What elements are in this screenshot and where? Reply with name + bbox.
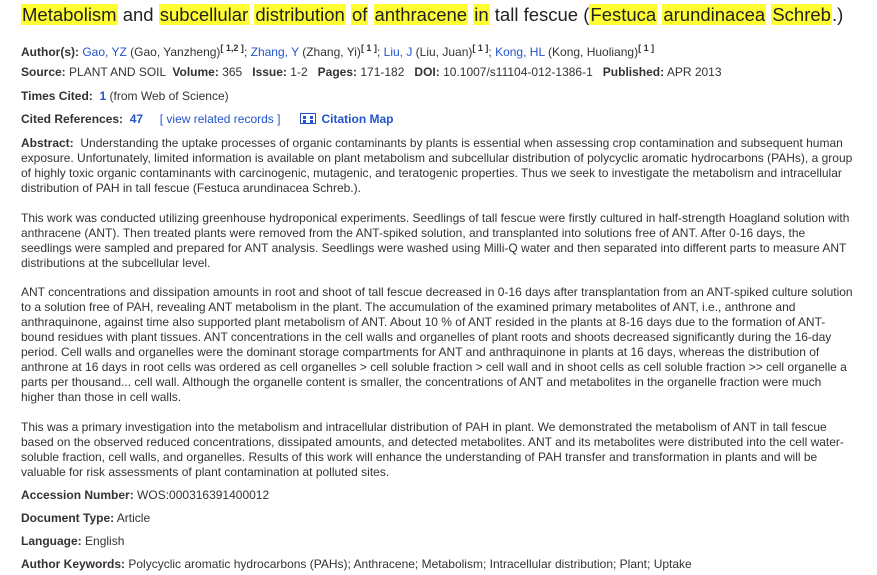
- author-separator: ;: [243, 45, 248, 59]
- author-full-name: (Kong, Huoliang): [548, 45, 639, 59]
- author-separator: ;: [488, 45, 492, 59]
- title-text: [368, 4, 373, 25]
- source-row: [21, 65, 722, 80]
- accession-value: WOS:000316391400012: [137, 488, 270, 502]
- doi-value: 10.1007/s11104-012-1386-1: [443, 65, 593, 79]
- accession-row: [21, 488, 269, 503]
- source-value: PLANT AND SOIL: [69, 65, 166, 79]
- document-type-row: [21, 511, 150, 526]
- author-link[interactable]: Kong, HL: [495, 45, 545, 59]
- author-affiliation-marker: [ 1 ]: [638, 43, 655, 53]
- pages-value: 171-182: [360, 65, 405, 79]
- cited-references-label: Cited References:: [21, 112, 124, 126]
- title-highlighted-term: subcellular: [159, 4, 249, 25]
- published-value: APR 2013: [666, 65, 722, 79]
- times-cited-label: Times Cited:: [21, 89, 93, 103]
- author-full-name: (Gao, Yanzheng): [130, 45, 221, 59]
- author-full-name: (Liu, Juan): [415, 45, 473, 59]
- language-value: English: [85, 534, 125, 548]
- volume-value: 365: [222, 65, 243, 79]
- author-affiliation-marker: [ 1,2 ]: [220, 43, 244, 53]
- volume-label: Volume:: [172, 65, 219, 79]
- view-related-records-link[interactable]: [ view related records ]: [159, 112, 281, 126]
- authors-row: [21, 41, 654, 60]
- author-affiliation-marker: [ 1 ]: [360, 43, 377, 53]
- document-type-value: Article: [116, 511, 151, 525]
- author-separator: ;: [376, 45, 381, 59]
- record-title: [21, 3, 861, 27]
- times-cited-link[interactable]: 1: [99, 89, 107, 103]
- document-type-label: Document Type:: [21, 511, 115, 525]
- doi-label: DOI:: [414, 65, 440, 79]
- abstract-text-1: Understanding the uptake processes of organic contaminants by plants is essential when assessing crop contamination and subsequent human exposure. Unfortunately, limited information is available on plant metabolism and subcellular distribution of polycyclic aromatic hydrocarbons (PAHs), a group of highly toxic organic contaminants with carcinogenic, mutagenic, and teratogenic properties. Thus we seek to investigate the metabolism and intracellular distribution of PAH in tall fescue (Festuca arundinacea Schreb.).: [21, 136, 853, 195]
- title-highlighted-term: Schreb: [772, 4, 831, 25]
- abstract-paragraph-4: This was a primary investigation into the metabolism and intracellular distribution of PAH in plant. We demonstrated the metabolism of ANT in tall fescue based on the observed reduced concentrations, dissipated amounts, and detected metabolites. ANT and its metabolites were distributed into the cell water-soluble fraction, cell walls, and organelles. Results of this work will enhance the understanding of PAH transfer and transformation in plants and will be valuable for risk assessments of plant contamination at polluted sites.: [21, 420, 844, 479]
- times-cited-row: [21, 89, 229, 104]
- language-row: [21, 534, 124, 549]
- author-keywords-label: Author Keywords:: [21, 557, 126, 571]
- language-label: Language:: [21, 534, 82, 548]
- authors-label: Author(s):: [21, 45, 79, 59]
- abstract-paragraph-1: [21, 136, 856, 196]
- pages-label: Pages:: [317, 65, 357, 79]
- citation-map-icon[interactable]: [300, 113, 316, 124]
- author-link[interactable]: Gao, YZ: [82, 45, 127, 59]
- title-text: tall fescue (: [489, 4, 590, 25]
- title-highlighted-term: distribution: [255, 4, 345, 25]
- title-highlighted-term: anthracene: [374, 4, 468, 25]
- author-full-name: (Zhang, Yi): [302, 45, 361, 59]
- author-link[interactable]: Zhang, Y: [250, 45, 299, 59]
- accession-label: Accession Number:: [21, 488, 134, 502]
- cited-references-row: [21, 112, 393, 127]
- title-highlighted-term: arundinacea: [663, 4, 766, 25]
- title-highlighted-term: Metabolism: [22, 4, 117, 25]
- author-keywords-value: Polycyclic aromatic hydrocarbons (PAHs); Anthracene; Metabolism; Intracellular distribution; Plant; Uptake: [128, 557, 692, 571]
- title-text: .): [831, 4, 844, 25]
- abstract-paragraph-2: This work was conducted utilizing greenhouse hydroponical experiments. Seedlings of tall fescue were firstly cultured in half-strength Hoagland solution with anthracene (ANT). Then treated plants were removed from the ANT-spiked solution, and transplanted into solutions free of ANT. After 0-16 days, the seedlings were sampled and prepared for ANT analysis. Seedlings were washed using Milli-Q water and then separated into different parts to measure ANT distributions at the subcellular level.: [21, 211, 850, 270]
- title-highlighted-term: of: [351, 4, 368, 25]
- times-cited-suffix: (from Web of Science): [109, 89, 229, 103]
- authors-list: [82, 45, 654, 59]
- source-label: Source:: [21, 65, 66, 79]
- author-keywords-row: [21, 557, 692, 572]
- title-highlighted-term: Festuca: [590, 4, 657, 25]
- author-link[interactable]: Liu, J: [383, 45, 413, 59]
- author-affiliation-marker: [ 1 ]: [472, 43, 489, 53]
- title-text: and: [117, 4, 159, 25]
- citation-map-link[interactable]: Citation Map: [321, 112, 394, 126]
- title-highlighted-term: in: [474, 4, 489, 25]
- issue-label: Issue:: [252, 65, 287, 79]
- abstract-paragraph-3: ANT concentrations and dissipation amounts in root and shoot of tall fescue decreased in 0-16 days after transplantation from an ANT-spiked culture solution to a solution free of PAH, revealing ANT metabolism in the plant. The accumulation of the examined primary metabolites of ANT, i.e., anthrone and anthraquinone, against time also supported plant metabolism of ANT. About 10 % of ANT resided in the plants at 8-16 days due to the formation of ANT-bound residues with plant tissues. ANT concentrations in the cell walls and organelles of plant roots and shoots decreased significantly during the 16-day period. Cell walls and organelles were the dominant storage compartments for ANT and anthraquinone in plants at 16 days, whereas the distribution of anthrone at 16 days in root cells was ordered as cell organelles > cell soluble fraction > cell wall and in shoot cells as cell soluble fraction >> cell organelle a parts per thousand... cell wall. Although the organelle content is smaller, the concentrations of ANT and metabolites in the organelle fraction were much higher than those in cell walls.: [21, 285, 853, 404]
- published-label: Published:: [602, 65, 665, 79]
- abstract-label: Abstract:: [21, 136, 74, 150]
- cited-references-link[interactable]: 47: [129, 112, 144, 126]
- issue-value: 1-2: [290, 65, 308, 79]
